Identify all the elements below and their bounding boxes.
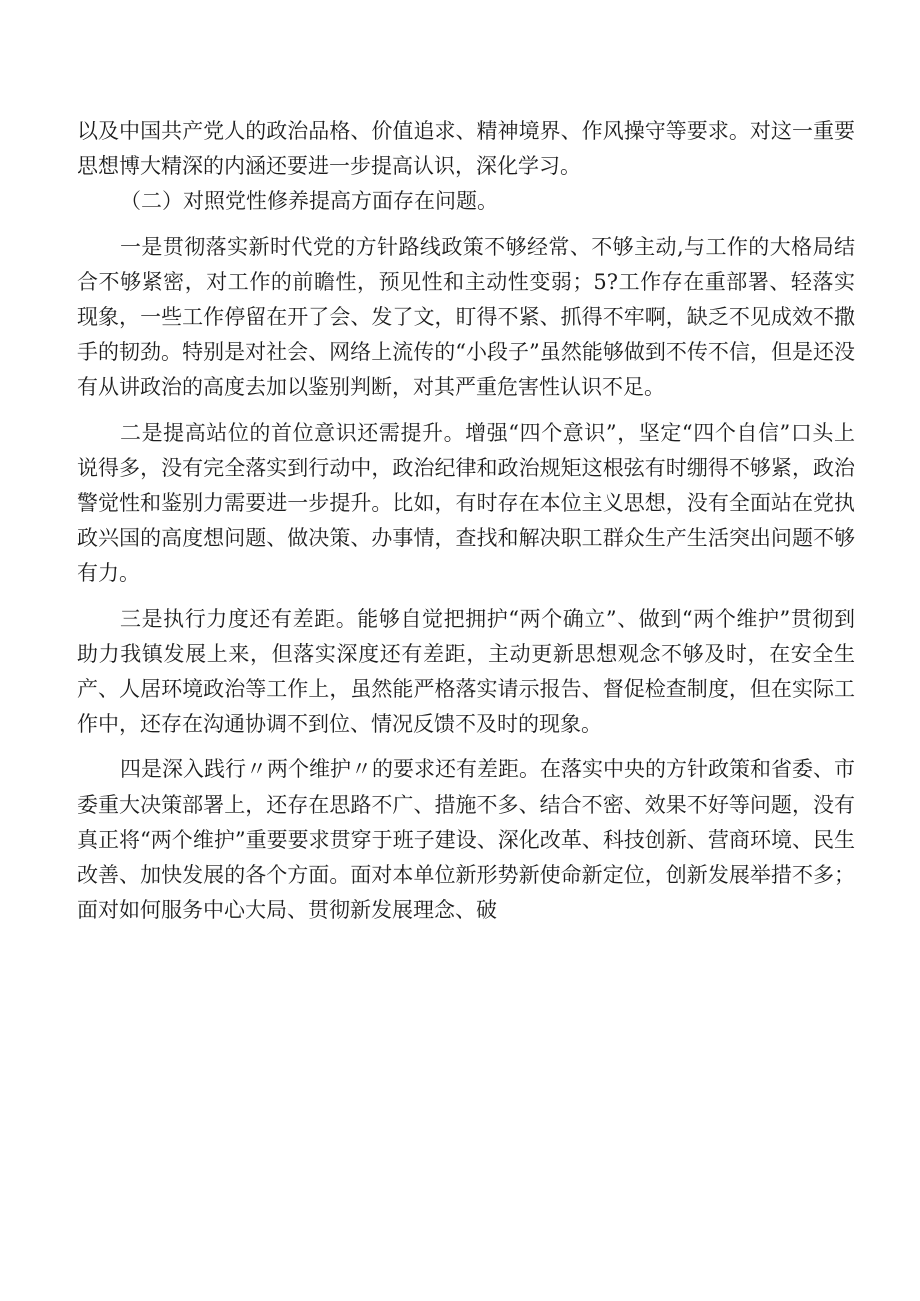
paragraph-issue-three: 三是执行力度还有差距。能够自觉把拥护“两个确立”、做到“两个维护”贯彻到助力我镇发展上来，但落实深度还有差距，主动更新思想观念不够及时，在安全生产、人居环境政治等工作上，虽然能严格落实请示报告、督促检查制度，但在实际工作中，还存在沟通协调不到位、情况反馈不及时的现象。: [77, 606, 855, 737]
paragraph-issue-two: 二是提高站位的首位意识还需提升。增强“四个意识”，坚定“四个自信”口头上说得多，没有完全落实到行动中，政治纪律和政治规矩这根弦有时绷得不够紧，政治警觉性和鉴别力需要进一步提升。比如，有时存在本位主义思想，没有全面站在党执政兴国的高度想问题、做决策、办事情，查找和解决职工群众生产生活突出问题不够有力。: [77, 420, 855, 586]
paragraph-issue-one: 一是贯彻落实新时代党的方针路线政策不够经常、不够主动,与工作的大格局结合不够紧密，对工作的前瞻性，预见性和主动性变弱；5?工作存在重部署、轻落实现象，一些工作停留在开了会、发了文，盯得不紧、抓得不牢啊，缺乏不见成效不撒手的韧劲。特别是对社会、网络上流传的“小段子”虽然能够做到不传不信，但是还没有从讲政治的高度去加以鉴别判断，对其严重危害性认识不足。: [77, 234, 855, 400]
document-body: [77, 114, 855, 928]
paragraph-continuation: 以及中国共产党人的政治品格、价值追求、精神境界、作风操守等要求。对这一重要思想博大精深的内涵还要进一步提高认识，深化学习。: [77, 119, 855, 179]
paragraph-issue-four: 四是深入践行〃两个维护〃的要求还有差距。在落实中央的方针政策和省委、市委重大决策部署上，还存在思路不广、措施不多、结合不密、效果不好等问题，没有真正将“两个维护”重要要求贯穿于班子建设、深化改革、科技创新、营商环境、民生改善、加快发展的各个方面。面对本单位新形势新使命新定位，创新发展举措不多；面对如何服务中心大局、贯彻新发展理念、破: [77, 757, 855, 923]
section-heading: （二）对照党性修养提高方面存在问题。: [120, 189, 498, 214]
